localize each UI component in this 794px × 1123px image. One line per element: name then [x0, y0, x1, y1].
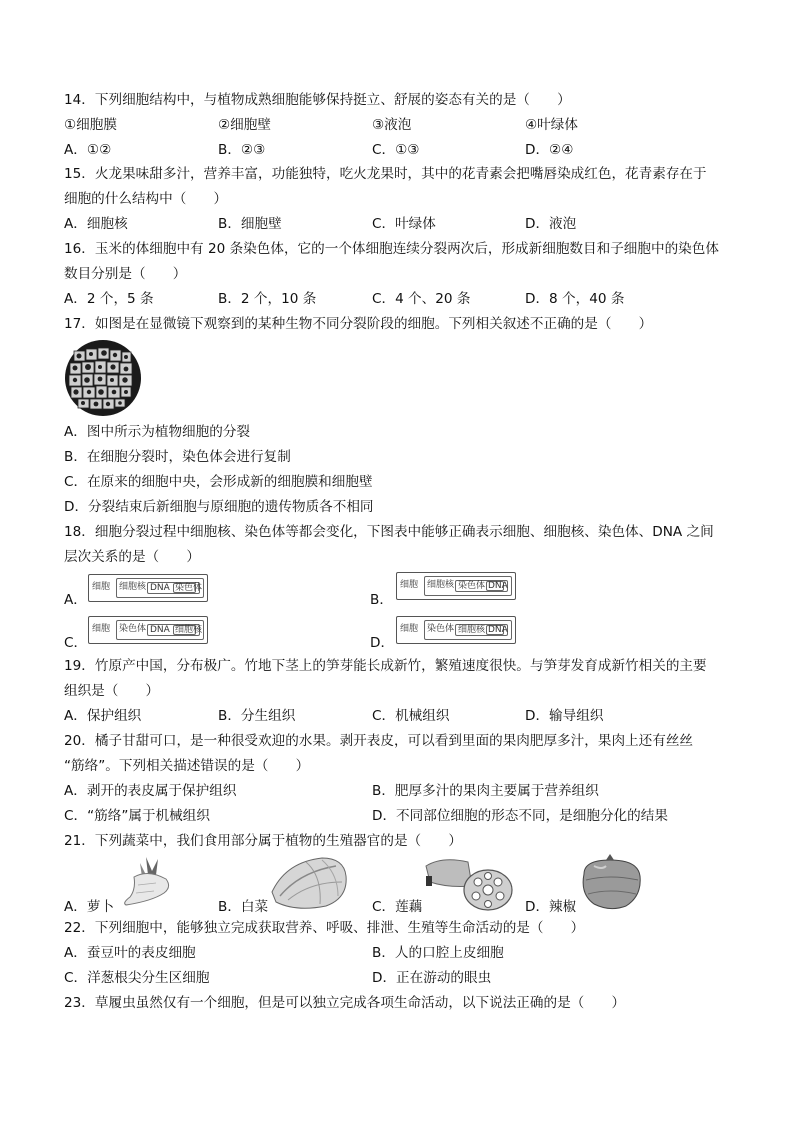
radish-image	[112, 853, 182, 911]
q14-option-a: A．①②	[64, 142, 112, 158]
q18-diagram-c	[88, 616, 208, 644]
q17-option-b: B．在细胞分裂时，染色体会进行复制	[64, 449, 291, 465]
q19-option-c: C．机械组织	[372, 708, 450, 724]
q18-diagram-b	[396, 572, 516, 600]
q16-stem-line2: 数目分别是（ ）	[64, 266, 187, 282]
pepper-image	[576, 854, 646, 912]
q14-item-2: ②细胞壁	[218, 117, 271, 133]
diagram-d-level4	[486, 625, 508, 635]
q21-option-c: C．莲藕	[372, 899, 423, 915]
diagram-a-level3-label: DNA	[150, 583, 170, 593]
q14-item-1: ①细胞膜	[64, 117, 117, 133]
q19-stem-line2: 组织是（ ）	[64, 683, 160, 699]
q16-option-b: B．2 个，10 条	[218, 291, 317, 307]
q18-option-a-letter: A．	[64, 592, 87, 608]
q22-option-c: C．洋葱根尖分生区细胞	[64, 970, 210, 986]
diagram-d-level2-label: 染色体	[427, 624, 455, 634]
diagram-a-level3	[147, 582, 203, 594]
q16-option-c: C．4 个、20 条	[372, 291, 471, 307]
q17-stem: 17．如图是在显微镜下观察到的某种生物不同分裂阶段的细胞。下列相关叙述不正确的是（ ）	[64, 316, 653, 332]
lotus-root-image	[422, 852, 518, 914]
q14-item-3: ③液泡	[372, 117, 412, 133]
diagram-c-outer-label: 细胞	[92, 624, 111, 634]
q15-option-a: A．细胞核	[64, 216, 128, 232]
q14-item-4: ④叶绿体	[525, 117, 578, 133]
q20-option-d: D．不同部位细胞的形态不同，是细胞分化的结果	[372, 808, 668, 824]
q18-option-b-letter: B．	[370, 592, 393, 608]
q21-option-d: D．辣椒	[525, 899, 577, 915]
diagram-b-level4-label: DNA	[488, 581, 508, 591]
diagram-c-level4-label: 细胞核	[175, 625, 203, 635]
q22-option-a: A．蚕豆叶的表皮细胞	[64, 945, 196, 961]
q19-option-b: B．分生组织	[218, 708, 296, 724]
cabbage-image	[266, 852, 352, 912]
q22-option-b: B．人的口腔上皮细胞	[372, 945, 504, 961]
q21-stem: 21．下列蔬菜中，我们食用部分属于植物的生殖器官的是（ ）	[64, 833, 462, 849]
q21-option-b: B．白菜	[218, 899, 269, 915]
diagram-d-level3	[455, 624, 508, 636]
q14-option-d: D．②④	[525, 142, 574, 158]
q20-stem-line2: “筋络”。下列相关描述错误的是（ ）	[64, 758, 310, 774]
diagram-b-outer-label: 细胞	[400, 580, 419, 590]
q18-option-c-letter: C．	[64, 635, 88, 651]
q15-option-c: C．叶绿体	[372, 216, 436, 232]
q14-option-c: C．①③	[372, 142, 420, 158]
q20-option-b: B．肥厚多汁的果肉主要属于营养组织	[372, 783, 599, 799]
q16-stem-line1: 16．玉米的体细胞中有 20 条染色体，它的一个体细胞连续分裂两次后，形成新细胞数目和子细胞中的染色体	[64, 241, 719, 257]
q22-stem: 22．下列细胞中，能够独立完成获取营养、呼吸、排泄、生殖等生命活动的是（ ）	[64, 920, 585, 936]
q18-stem-line1: 18．细胞分裂过程中细胞核、染色体等都会变化，下图表中能够正确表示细胞、细胞核、染色体、DNA 之间	[64, 524, 714, 540]
diagram-b-level2	[424, 576, 512, 596]
q18-diagram-a	[88, 574, 208, 602]
diagram-b-level3	[455, 580, 508, 592]
q23-stem: 23．草履虫虽然仅有一个细胞，但是可以独立完成各项生命活动，以下说法正确的是（ ）	[64, 995, 626, 1011]
diagram-c-level2	[116, 620, 204, 640]
diagram-a-level2	[116, 578, 204, 598]
diagram-b-level4	[486, 581, 508, 591]
diagram-d-level3-label: 细胞核	[458, 625, 486, 635]
diagram-c-level4	[173, 625, 203, 635]
q17-option-d: D．分裂结束后新细胞与原细胞的遗传物质各不相同	[64, 499, 374, 515]
q14-stem: 14．下列细胞结构中，与植物成熟细胞能够保持挺立、舒展的姿态有关的是（ ）	[64, 92, 571, 108]
diagram-b-level3-label: 染色体	[458, 581, 486, 591]
diagram-a-level4-label: 染色体	[175, 583, 203, 593]
q18-option-d-letter: D．	[370, 635, 395, 651]
diagram-d-level2	[424, 620, 512, 640]
diagram-c-level2-label: 染色体	[119, 624, 147, 634]
q15-option-b: B．细胞壁	[218, 216, 282, 232]
q16-option-a: A．2 个，5 条	[64, 291, 154, 307]
q21-option-a: A．萝卜	[64, 899, 115, 915]
q20-option-c: C．“筋络”属于机械组织	[64, 808, 210, 824]
q17-microscope-image	[64, 339, 142, 417]
q16-option-d: D．8 个，40 条	[525, 291, 625, 307]
q19-stem-line1: 19．竹原产中国，分布极广。竹地下茎上的笋芽能长成新竹，繁殖速度很快。与笋芽发育成新竹相关的主要	[64, 658, 707, 674]
diagram-d-outer-label: 细胞	[400, 624, 419, 634]
q15-stem-line2: 细胞的什么结构中（ ）	[64, 191, 228, 207]
q20-stem-line1: 20．橘子甘甜可口，是一种很受欢迎的水果。剥开表皮，可以看到里面的果肉肥厚多汁，果肉上还有丝丝	[64, 733, 694, 749]
q17-option-c: C．在原来的细胞中央，会形成新的细胞膜和细胞壁	[64, 474, 373, 490]
q20-option-a: A．剥开的表皮属于保护组织	[64, 783, 237, 799]
diagram-a-level2-label: 细胞核	[119, 582, 147, 592]
q19-option-d: D．输导组织	[525, 708, 604, 724]
diagram-c-level3-label: DNA	[150, 625, 170, 635]
q22-option-d: D．正在游动的眼虫	[372, 970, 492, 986]
q15-option-d: D．液泡	[525, 216, 577, 232]
q18-stem-line2: 层次关系的是（ ）	[64, 549, 200, 565]
diagram-d-level4-label: DNA	[488, 625, 508, 635]
q19-option-a: A．保护组织	[64, 708, 142, 724]
diagram-a-outer-label: 细胞	[92, 582, 111, 592]
diagram-a-level4	[173, 583, 203, 593]
q18-diagram-d	[396, 616, 516, 644]
diagram-b-level2-label: 细胞核	[427, 580, 455, 590]
q15-stem-line1: 15．火龙果味甜多汁，营养丰富，功能独特，吃火龙果时，其中的花青素会把嘴唇染成红色，花青素存在于	[64, 166, 707, 182]
q17-option-a: A．图中所示为植物细胞的分裂	[64, 424, 251, 440]
diagram-c-level3	[147, 624, 203, 636]
q14-option-b: B．②③	[218, 142, 266, 158]
